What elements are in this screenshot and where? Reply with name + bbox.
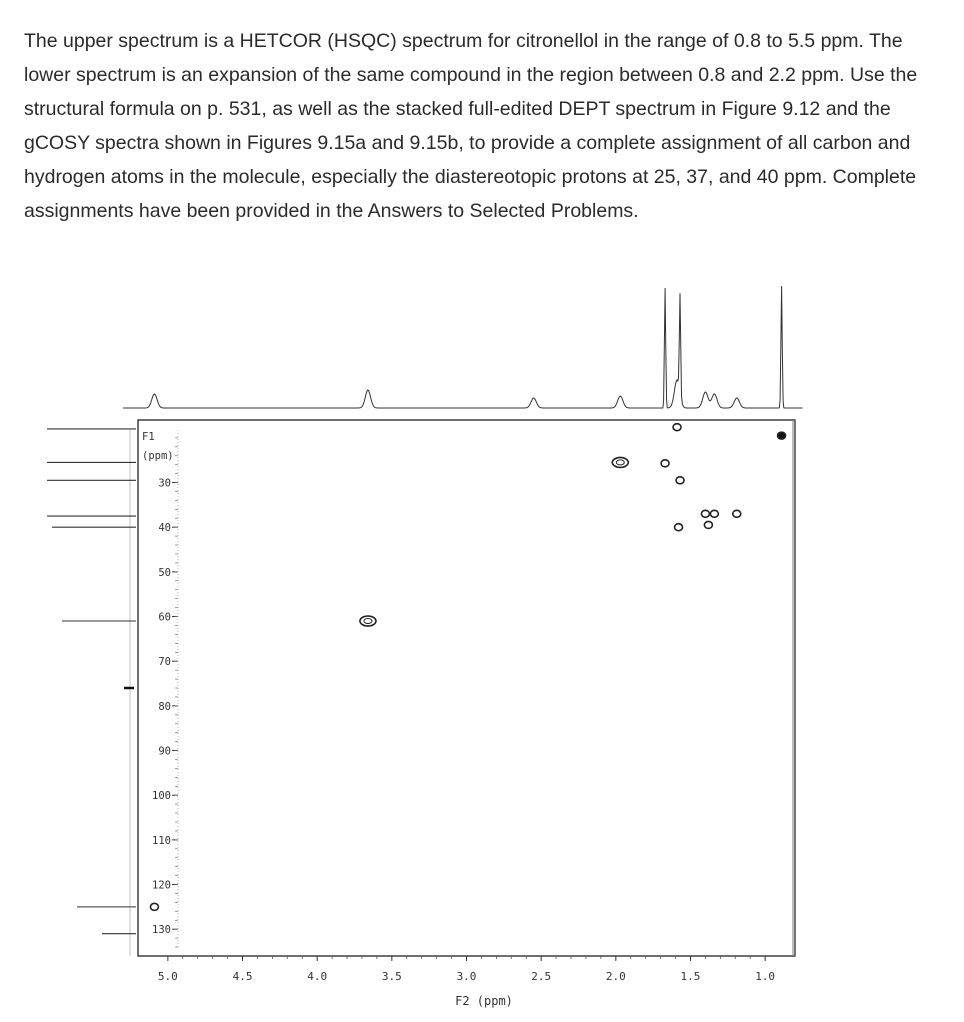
- x-tick-label: 2.5: [531, 970, 552, 983]
- y-tick-label: 40: [158, 522, 171, 535]
- x-tick-label: 3.5: [381, 970, 402, 983]
- cross-peaks: [150, 424, 785, 911]
- cross-peak: [150, 903, 158, 910]
- y-tick-label: 50: [158, 566, 171, 579]
- x-axis-title: F2 (ppm): [455, 994, 513, 1008]
- y-tick-label: 90: [158, 745, 171, 758]
- y-axis-unit: (ppm): [142, 450, 174, 462]
- question-text: The upper spectrum is a HETCOR (HSQC) spectrum for citronellol in the range of 0.8 to 5.5 ppm. The lower spectrum is an expansion of the same compound in the region between 0.8 and 2.2 ppm. Use the structural formula on p. 531, as well as the stacked full-edited DEPT spectrum in Figure 9.12 and the gCOSY spectra shown in Figures 9.15a and 9.15b, to provide a complete assignment of all carbon and hydrogen atoms in the molecule, especially the diastereotopic protons at 25, 37, and 40 ppm. Complete assignments have been provided in the Answers to Selected Problems.: [24, 30, 918, 222]
- x-tick-label: 4.0: [307, 970, 328, 983]
- f1-projection: [47, 429, 136, 956]
- y-axis-title: F1: [142, 431, 155, 443]
- frame-shadow: [792, 420, 796, 956]
- cross-peak: [661, 460, 669, 467]
- cross-peak-inner-contour: [616, 460, 624, 465]
- f2-projection-trace: [123, 286, 802, 408]
- x-tick-label: 3.0: [456, 970, 477, 983]
- cross-peak: [701, 510, 709, 517]
- cross-peak-inner-contour: [364, 619, 372, 624]
- cross-peak: [710, 510, 718, 517]
- f2-projection: [123, 286, 802, 408]
- plot-frame: [138, 420, 795, 956]
- y-tick-label: 120: [152, 879, 171, 892]
- cross-peak: [676, 477, 684, 484]
- cross-peak: [612, 457, 628, 467]
- y-tick-label: 30: [158, 477, 171, 490]
- cross-peak: [675, 524, 683, 531]
- y-tick-label: 70: [158, 656, 171, 669]
- y-tick-label: 130: [152, 924, 171, 937]
- y-axis: [142, 430, 178, 948]
- x-tick-label: 1.5: [680, 970, 701, 983]
- cross-peak: [733, 510, 741, 517]
- y-tick-label: 100: [152, 790, 171, 803]
- x-axis: [158, 956, 775, 1008]
- x-tick-label: 1.0: [755, 970, 776, 983]
- cross-peak: [778, 432, 786, 439]
- x-tick-label: 5.0: [157, 970, 178, 983]
- y-tick-label: 60: [158, 611, 171, 624]
- y-tick-label: 110: [152, 834, 171, 847]
- cross-peak: [673, 424, 681, 431]
- cross-peak: [704, 521, 712, 528]
- x-tick-label: 2.0: [605, 970, 626, 983]
- y-tick-label: 80: [158, 700, 171, 713]
- x-tick-label: 4.5: [232, 970, 253, 983]
- cross-peak: [360, 616, 376, 626]
